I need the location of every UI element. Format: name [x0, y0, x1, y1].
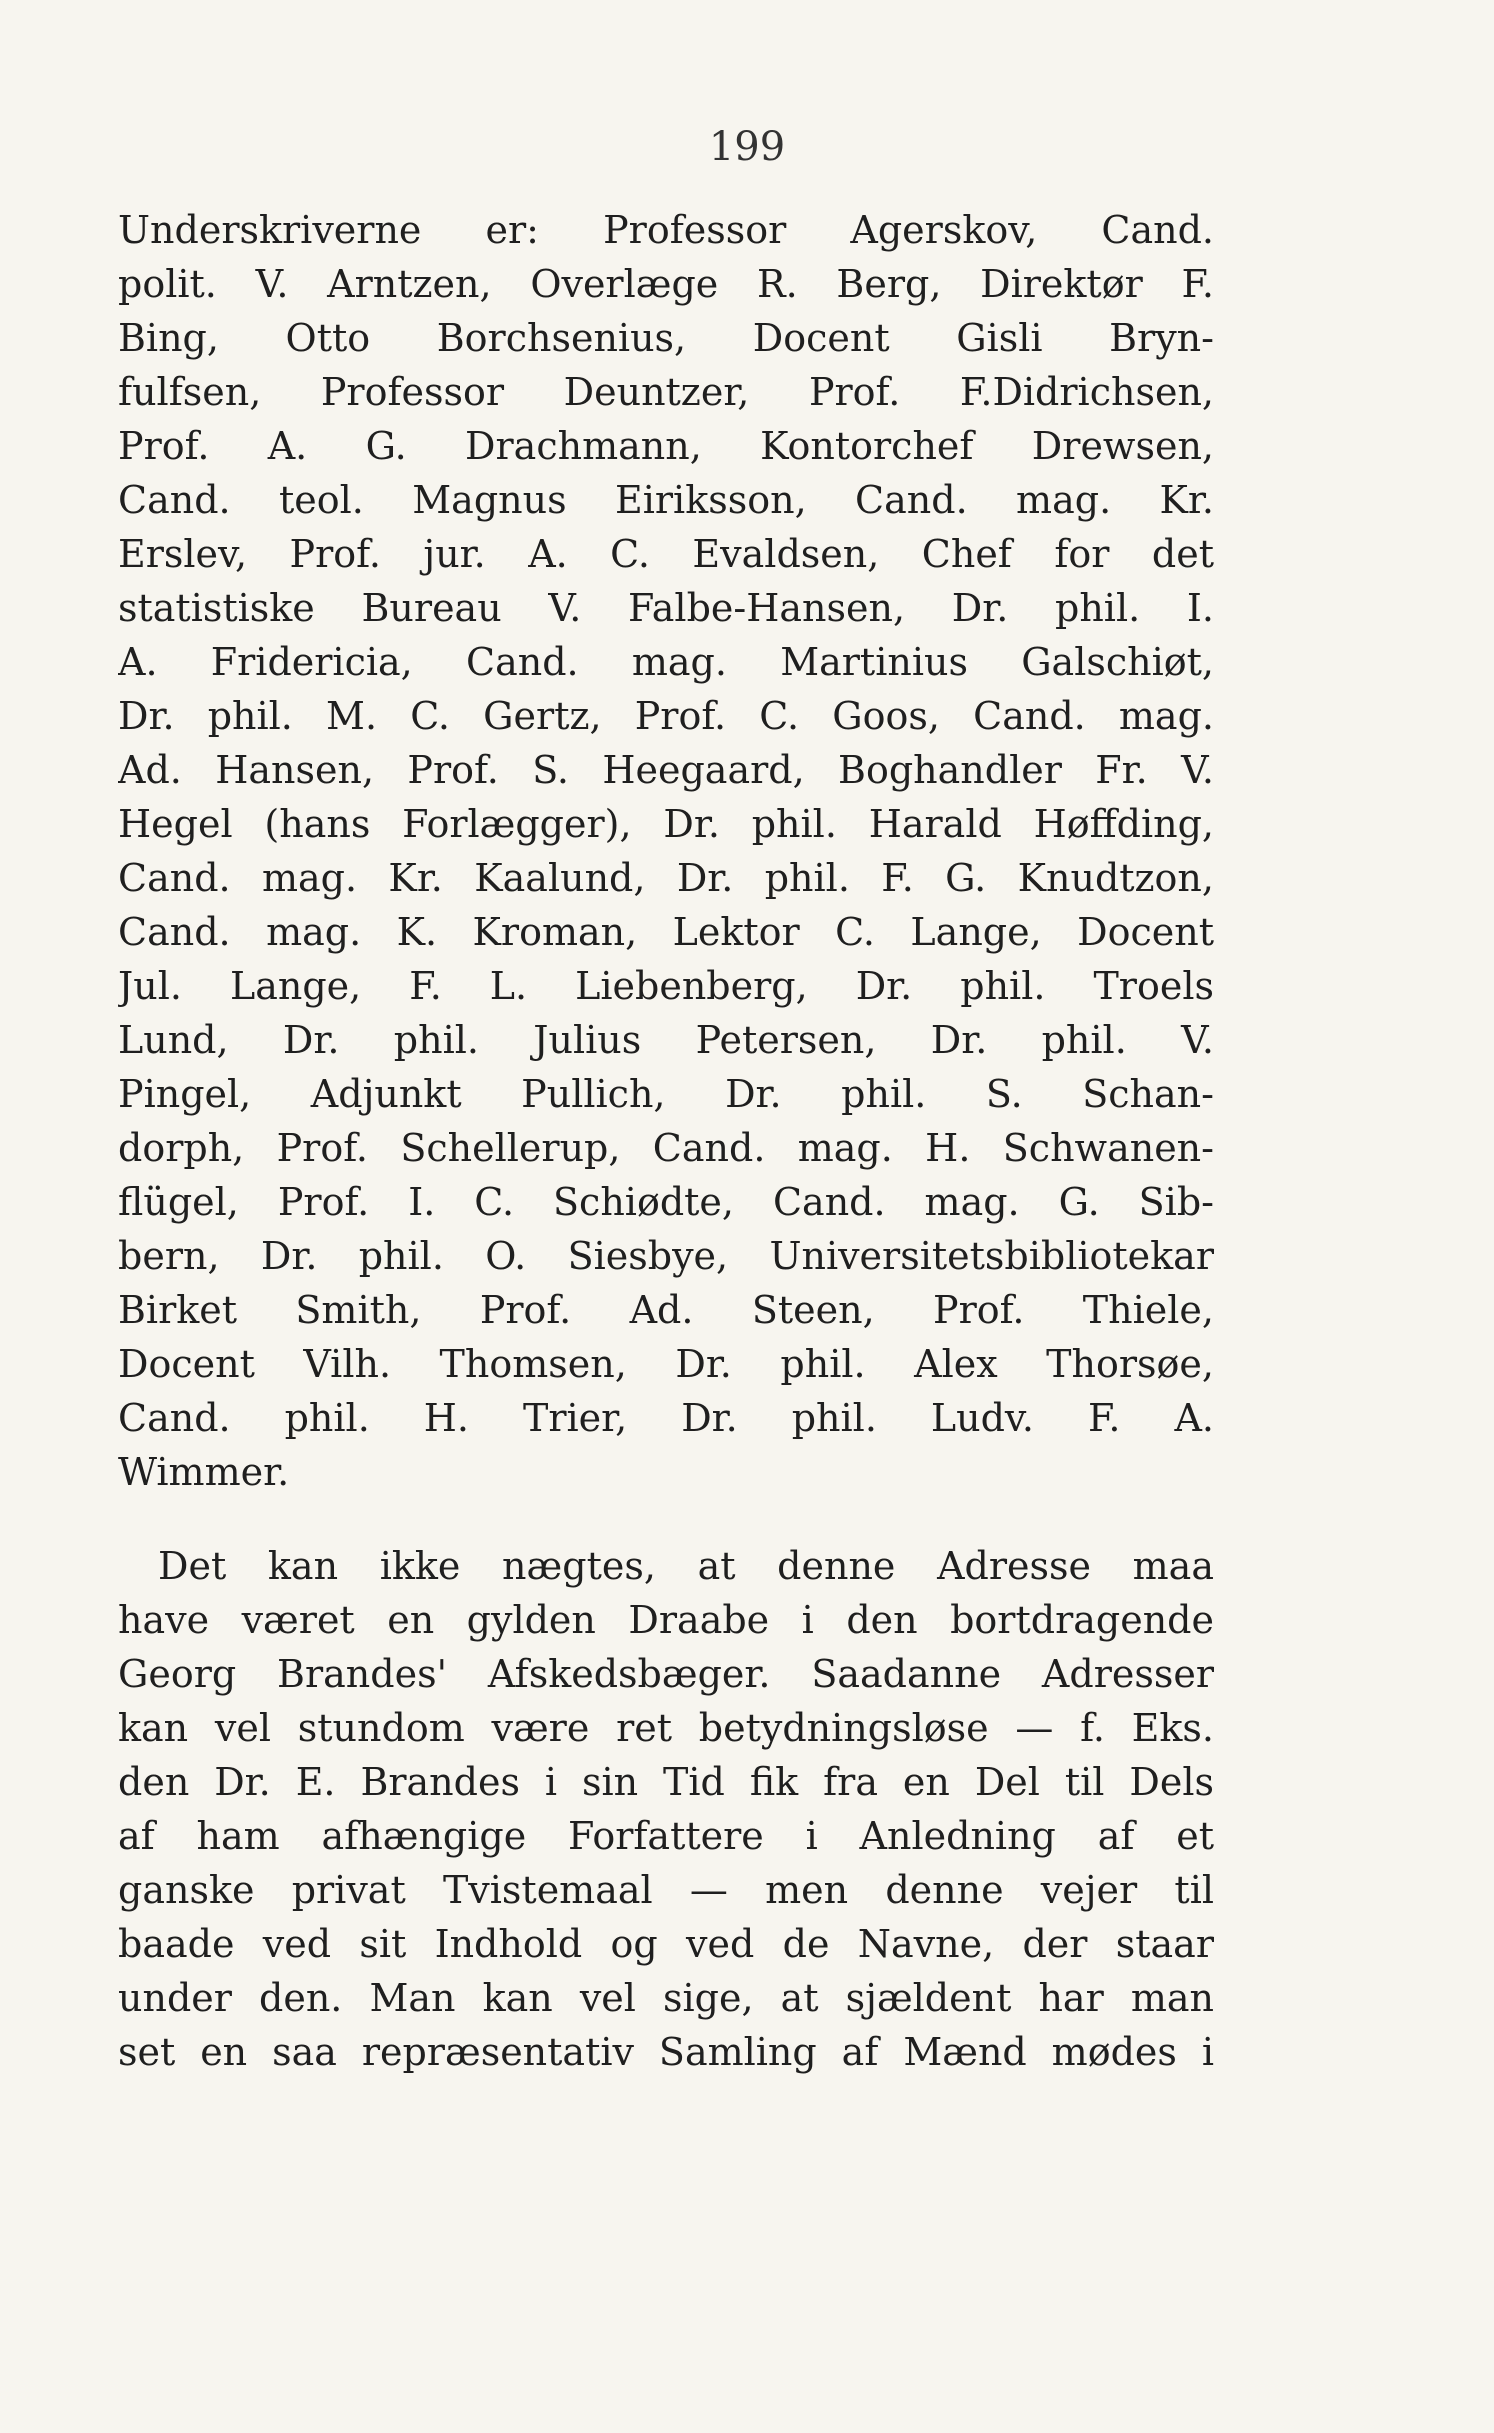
text-line: A. Fridericia, Cand. mag. Martinius Galschiøt,	[118, 640, 1214, 684]
text-line: Erslev, Prof. jur. A. C. Evaldsen, Chef for det	[118, 532, 1214, 576]
text-line: bern, Dr. phil. O. Siesbye, Universitetsbibliotekar	[118, 1234, 1214, 1278]
text-line: Cand. mag. Kr. Kaalund, Dr. phil. F. G. Knudtzon,	[118, 856, 1214, 900]
text-line: Georg Brandes' Afskedsbæger. Saadanne Adresser	[118, 1652, 1214, 1696]
text-line: Hegel (hans Forlægger), Dr. phil. Harald Høffding,	[118, 802, 1214, 846]
text-line: Ad. Hansen, Prof. S. Heegaard, Boghandler Fr. V.	[118, 748, 1214, 792]
text-line: ganske privat Tvistemaal — men denne vejer til	[118, 1868, 1214, 1912]
text-line: Underskriverne er: Professor Agerskov, Cand.	[118, 208, 1214, 252]
text-line: dorph, Prof. Schellerup, Cand. mag. H. Schwanen-	[118, 1126, 1214, 1170]
text-line: Det kan ikke nægtes, at denne Adresse maa	[158, 1544, 1214, 1588]
text-line: Jul. Lange, F. L. Liebenberg, Dr. phil. Troels	[118, 964, 1214, 1008]
text-line: Pingel, Adjunkt Pullich, Dr. phil. S. Schan-	[118, 1072, 1214, 1116]
text-line: kan vel stundom være ret betydningsløse — f. Eks.	[118, 1706, 1214, 1750]
text-line: Cand. phil. H. Trier, Dr. phil. Ludv. F. A.	[118, 1396, 1214, 1440]
text-line: af ham afhængige Forfattere i Anledning af et	[118, 1814, 1214, 1858]
text-line: den Dr. E. Brandes i sin Tid fik fra en Del til Dels	[118, 1760, 1214, 1804]
text-line: polit. V. Arntzen, Overlæge R. Berg, Direktør F.	[118, 262, 1214, 306]
text-line: flügel, Prof. I. C. Schiødte, Cand. mag. G. Sib-	[118, 1180, 1214, 1224]
page-number: 199	[708, 124, 786, 170]
text-line: fulfsen, Professor Deuntzer, Prof. F.Didrichsen,	[118, 370, 1214, 414]
text-line: Wimmer.	[118, 1450, 290, 1494]
text-line: have været en gylden Draabe i den bortdragende	[118, 1598, 1214, 1642]
text-line: Lund, Dr. phil. Julius Petersen, Dr. phil. V.	[118, 1018, 1214, 1062]
text-line: Cand. mag. K. Kroman, Lektor C. Lange, Docent	[118, 910, 1214, 954]
text-line: baade ved sit Indhold og ved de Navne, der staar	[118, 1922, 1214, 1966]
text-line: Cand. teol. Magnus Eiriksson, Cand. mag. Kr.	[118, 478, 1214, 522]
text-line: set en saa repræsentativ Samling af Mænd mødes i	[118, 2030, 1214, 2074]
text-line: Bing, Otto Borchsenius, Docent Gisli Bryn-	[118, 316, 1214, 360]
text-line: statistiske Bureau V. Falbe-Hansen, Dr. phil. I.	[118, 586, 1214, 630]
text-line: Prof. A. G. Drachmann, Kontorchef Drewsen,	[118, 424, 1214, 468]
text-line: Birket Smith, Prof. Ad. Steen, Prof. Thiele,	[118, 1288, 1214, 1332]
text-line: under den. Man kan vel sige, at sjældent har man	[118, 1976, 1214, 2020]
text-line: Dr. phil. M. C. Gertz, Prof. C. Goos, Cand. mag.	[118, 694, 1214, 738]
text-line: Docent Vilh. Thomsen, Dr. phil. Alex Thorsøe,	[118, 1342, 1214, 1386]
